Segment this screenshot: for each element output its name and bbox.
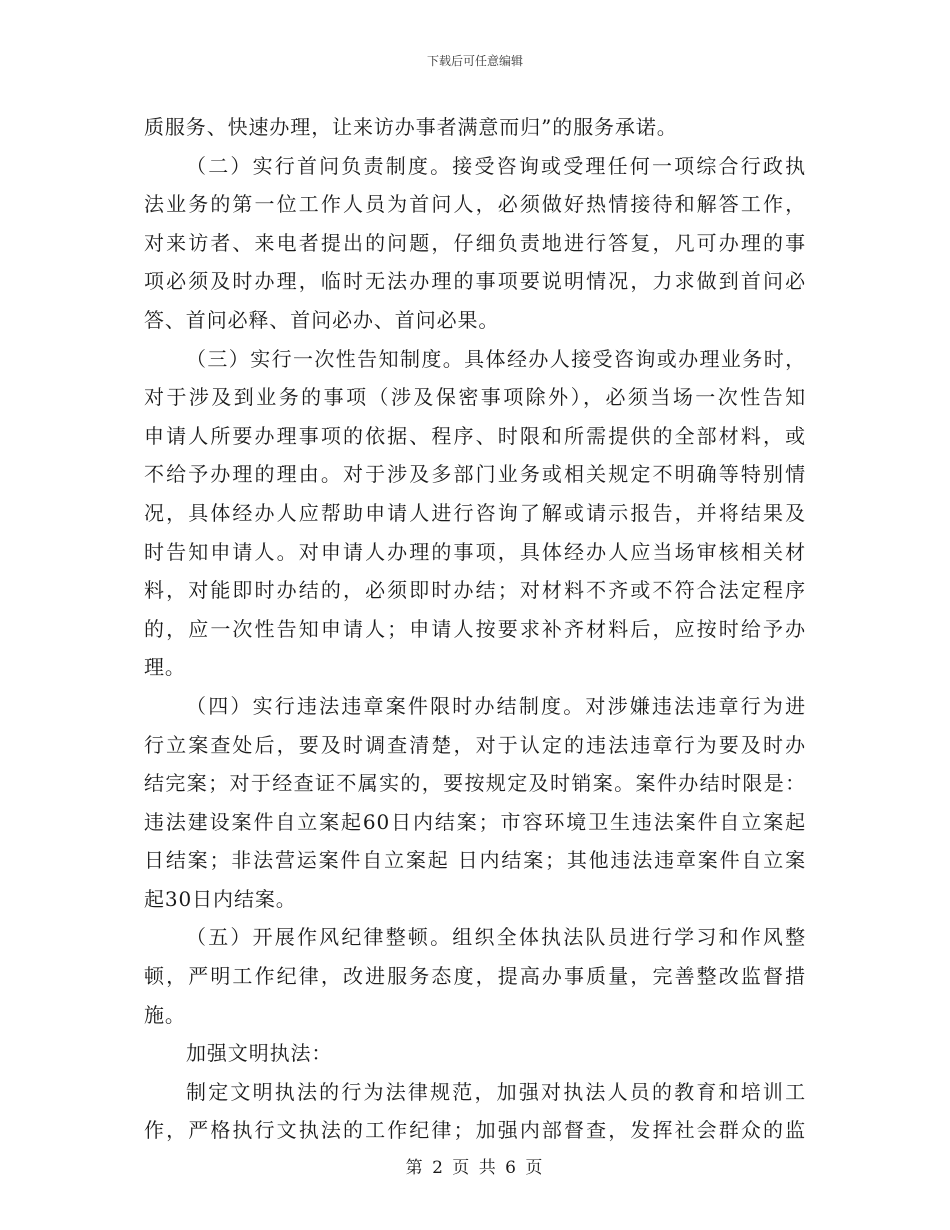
- text-line: 时告知申请人。对申请人办理的事项，具体经办人应当场审核相关材: [144, 539, 806, 564]
- text-line: （四）实行违法违章案件限时办结制度。对涉嫌违法违章行为进: [186, 693, 806, 718]
- text-line: 制定文明执法的行为法律规范，加强对执法人员的教育和培训工: [186, 1079, 806, 1104]
- text-line: 不给予办理的理由。对于涉及多部门业务或相关规定不明确等特别情: [144, 462, 806, 487]
- text-line: （五）开展作风纪律整顿。组织全体执法队员进行学习和作风整: [186, 925, 806, 950]
- text-line: 况，具体经办人应帮助申请人进行咨询了解或请示报告，并将结果及: [144, 500, 806, 525]
- text-line: 项必须及时办理，临时无法办理的事项要说明情况，力求做到首问必: [144, 269, 806, 294]
- text-line: 作，严格执行文执法的工作纪律；加强内部督查，发挥社会群众的监: [144, 1118, 806, 1143]
- text-line: 顿，严明工作纪律，改进服务态度，提高办事质量，完善整改监督措: [144, 964, 806, 989]
- text-line: （二）实行首问负责制度。接受咨询或受理任何一项综合行政执: [186, 153, 806, 178]
- text-line: 料，对能即时办结的，必须即时办结；对材料不齐或不符合法定程序: [144, 578, 806, 603]
- text-line: （三）实行一次性告知制度。具体经办人接受咨询或办理业务时，: [186, 346, 806, 371]
- text-line: 的，应一次性告知申请人；申请人按要求补齐材料后，应按时给予办: [144, 616, 806, 641]
- text-line: 日结案；非法营运案件自立案起 日内结案；其他违法违章案件自立案: [144, 848, 806, 873]
- text-line: 对来访者、来电者提出的问题，仔细负责地进行答复，凡可办理的事: [144, 230, 806, 255]
- text-line: 加强文明执法：: [186, 1041, 333, 1066]
- page-footer: 第 2 页 共 6 页: [405, 1158, 545, 1178]
- text-line: 结完案；对于经查证不属实的，要按规定及时销案。案件办结时限是：: [144, 771, 806, 796]
- text-line: 起30日内结案。: [144, 886, 297, 911]
- text-line: 法业务的第一位工作人员为首问人，必须做好热情接待和解答工作，: [144, 192, 806, 217]
- text-line: 质服务、快速办理，让来访办事者满意而归”的服务承诺。: [144, 115, 678, 139]
- page-header: 下载后可任意编辑: [426, 54, 523, 68]
- text-line: 施。: [144, 1002, 186, 1027]
- document-body: [144, 108, 806, 1150]
- text-line: 违法建设案件自立案起60日内结案；市容环境卫生违法案件自立案起: [144, 809, 806, 834]
- text-line: 理。: [144, 655, 186, 680]
- text-line: 对于涉及到业务的事项（涉及保密事项除外），必须当场一次性告知: [144, 385, 806, 410]
- text-line: 申请人所要办理事项的依据、程序、时限和所需提供的全部材料，或: [144, 423, 806, 448]
- text-line: 答、首问必释、首问必办、首问必果。: [144, 307, 500, 332]
- text-line: 行立案查处后，要及时调查清楚，对于认定的违法违章行为要及时办: [144, 732, 806, 757]
